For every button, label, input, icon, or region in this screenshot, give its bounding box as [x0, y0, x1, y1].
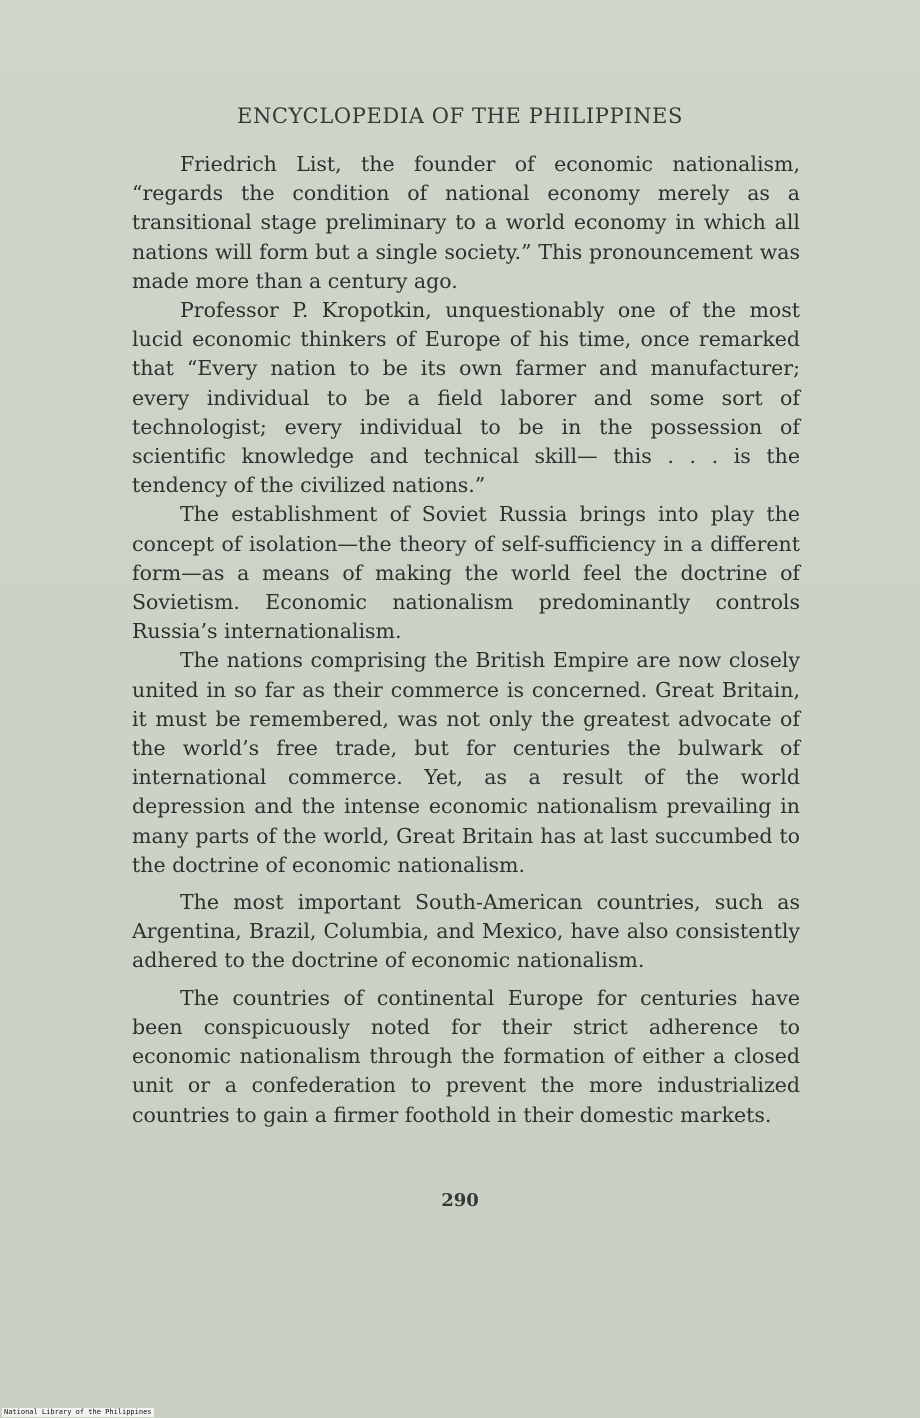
paragraph-continental-europe: The countries of continental Europe for centuries have been conspicuously noted for their strict adherence to economic nationalism through the formation of either a closed unit or a confederation to prevent the more industrialized countries to gain a firmer foothold in their domestic markets. [132, 985, 800, 1127]
running-header: ENCYCLOPEDIA OF THE PHILIPPINES [237, 104, 683, 128]
library-credit: National Library of the Philippines [4, 1408, 152, 1416]
body-text [132, 150, 800, 1130]
paragraph-kropotkin: Professor P. Kropotkin, unquestionably one of the most lucid economic thinkers of Europe of his time, once remarked that “Every nation to be its own farmer and manufacturer; every individual to be a field laborer and some sort of technologist; every individual to be in the possession of scientific knowledge and technical skill— this . . . is the tendency of the civilized nations.” [132, 298, 800, 498]
page-number: 290 [441, 1190, 479, 1211]
paragraph-british-empire: The nations comprising the British Empire are now closely united in so far as their commerce is concerned. Great Britain, it must be remembered, was not only the greatest advocate of the world’s free trade, but for centuries the bulwark of international commerce. Yet, as a result of the world depression and the intense economic nationalism prevailing in many parts of the world, Great Britain has at last succumbed to the doctrine of economic nationalism. [132, 648, 800, 877]
paragraph-south-america: The most important South-American countries, such as Argentina, Brazil, Columbia, and Mexico, have also consistently adhered to the doctrine of economic nationalism. [132, 890, 800, 973]
paragraph-soviet-russia: The establishment of Soviet Russia brings into play the concept of isolation—the theory of self-sufficiency in a different form—as a means of making the world feel the doctrine of Sovietism. Economic nationalism predominantly controls Russia’s internationalism. [132, 502, 800, 644]
paragraph-friedrich-list: Friedrich List, the founder of economic nationalism, “regards the condition of national economy merely as a transitional stage preliminary to a world economy in which all nations will form but a single society.” This pronouncement was made more than a century ago. [132, 152, 800, 293]
